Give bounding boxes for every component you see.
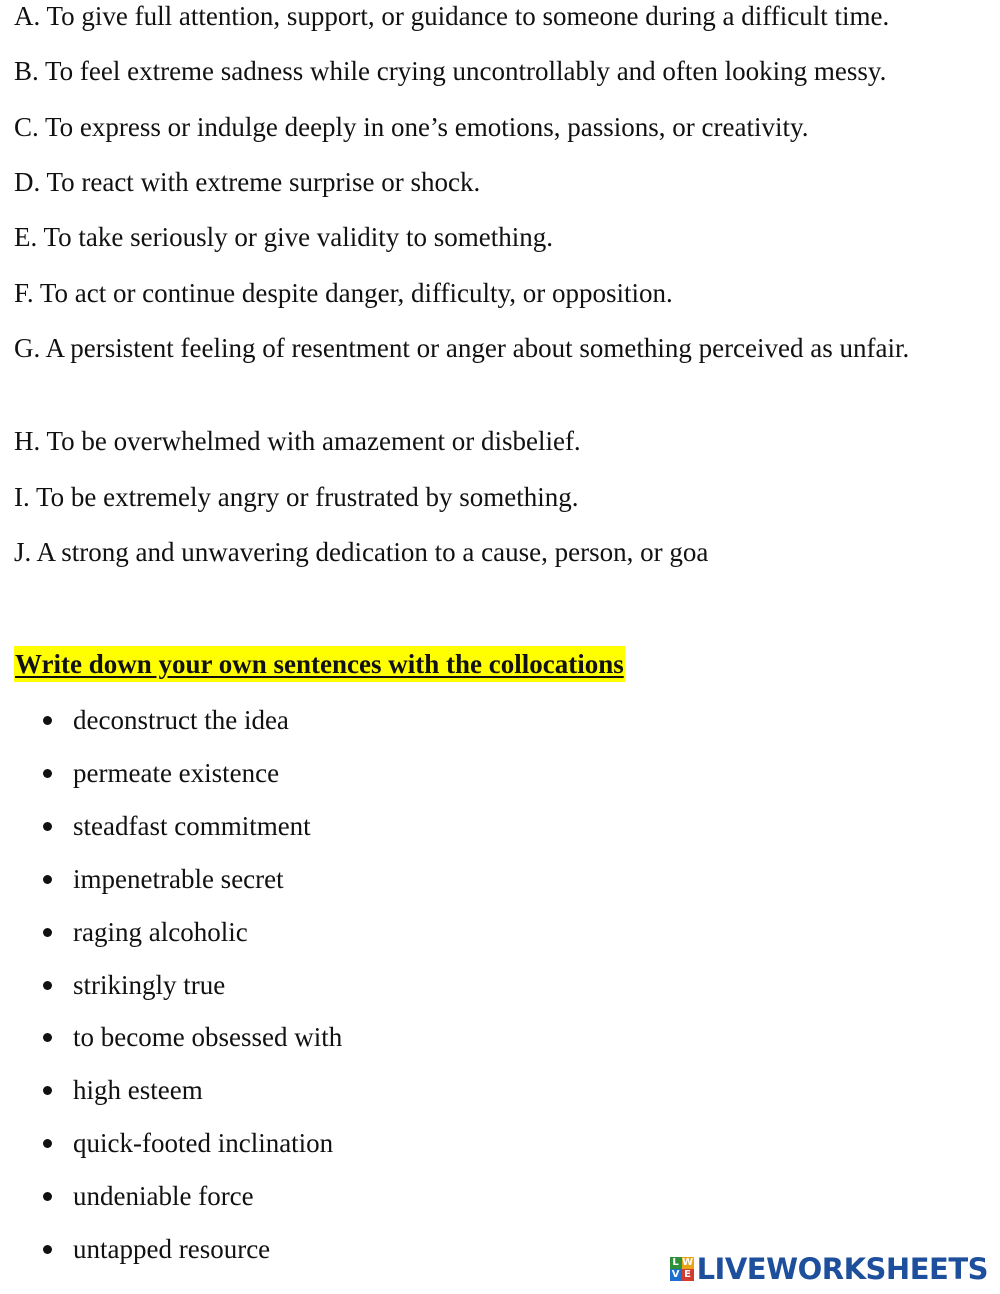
bullet-icon [43,1192,52,1201]
liveworksheets-logo [670,1252,988,1286]
collocation-text: untapped resource [73,1234,271,1264]
list-item [0,859,600,899]
bullet-icon [43,1139,52,1148]
definition-g: G. A persistent feeling of resentment or anger about something perceived as unfair. [14,333,910,363]
definition-c: C. To express or indulge deeply in one’s emotions, passions, or creativity. [14,112,809,142]
bullet-icon [43,928,52,937]
collocation-text: quick-footed inclination [73,1128,334,1158]
bullet-icon [43,716,52,725]
list-item [0,806,600,846]
bullet-icon [43,769,52,778]
collocation-text: strikingly true [73,970,226,1000]
collocation-text: high esteem [73,1075,203,1105]
list-item [0,1070,600,1110]
definition-j: J. A strong and unwavering dedication to a cause, person, or goa [14,537,709,567]
collocation-text: deconstruct the idea [73,705,289,735]
bullet-icon [43,1033,52,1042]
logo-mark-cell: V [670,1269,682,1281]
collocation-text: raging alcoholic [73,917,248,947]
list-item [0,1017,600,1057]
bullet-icon [43,822,52,831]
logo-mark-cell: E [682,1269,694,1281]
task-heading: Write down your own sentences with the collocations [14,646,625,682]
logo-mark-cell: W [682,1257,694,1268]
list-item [0,1176,600,1216]
list-item [0,753,600,793]
definition-h: H. To be overwhelmed with amazement or disbelief. [14,426,581,456]
definition-a: A. To give full attention, support, or guidance to someone during a difficult time. [14,1,890,31]
definition-d: D. To react with extreme surprise or shock. [14,167,481,197]
list-item [0,700,600,740]
definition-e: E. To take seriously or give validity to something. [14,222,554,252]
list-item [0,965,600,1005]
collocation-text: steadfast commitment [73,811,311,841]
bullet-icon [43,1086,52,1095]
liveworksheets-mark-icon [670,1257,694,1281]
definition-b: B. To feel extreme sadness while crying uncontrollably and often looking messy. [14,56,887,86]
bullet-icon [43,981,52,990]
definition-i: I. To be extremely angry or frustrated by something. [14,482,579,512]
bullet-icon [43,1245,52,1254]
bullet-icon [43,875,52,884]
list-item [0,1123,600,1163]
list-item [0,912,600,952]
collocation-text: permeate existence [73,758,280,788]
collocation-text: undeniable force [73,1181,254,1211]
list-item [0,1229,600,1269]
collocation-text: impenetrable secret [73,864,284,894]
logo-mark-cell: L [670,1257,682,1269]
definition-f: F. To act or continue despite danger, difficulty, or opposition. [14,278,673,308]
logo-wordmark: LIVEWORKSHEETS [696,1252,988,1286]
collocation-text: to become obsessed with [73,1022,343,1052]
